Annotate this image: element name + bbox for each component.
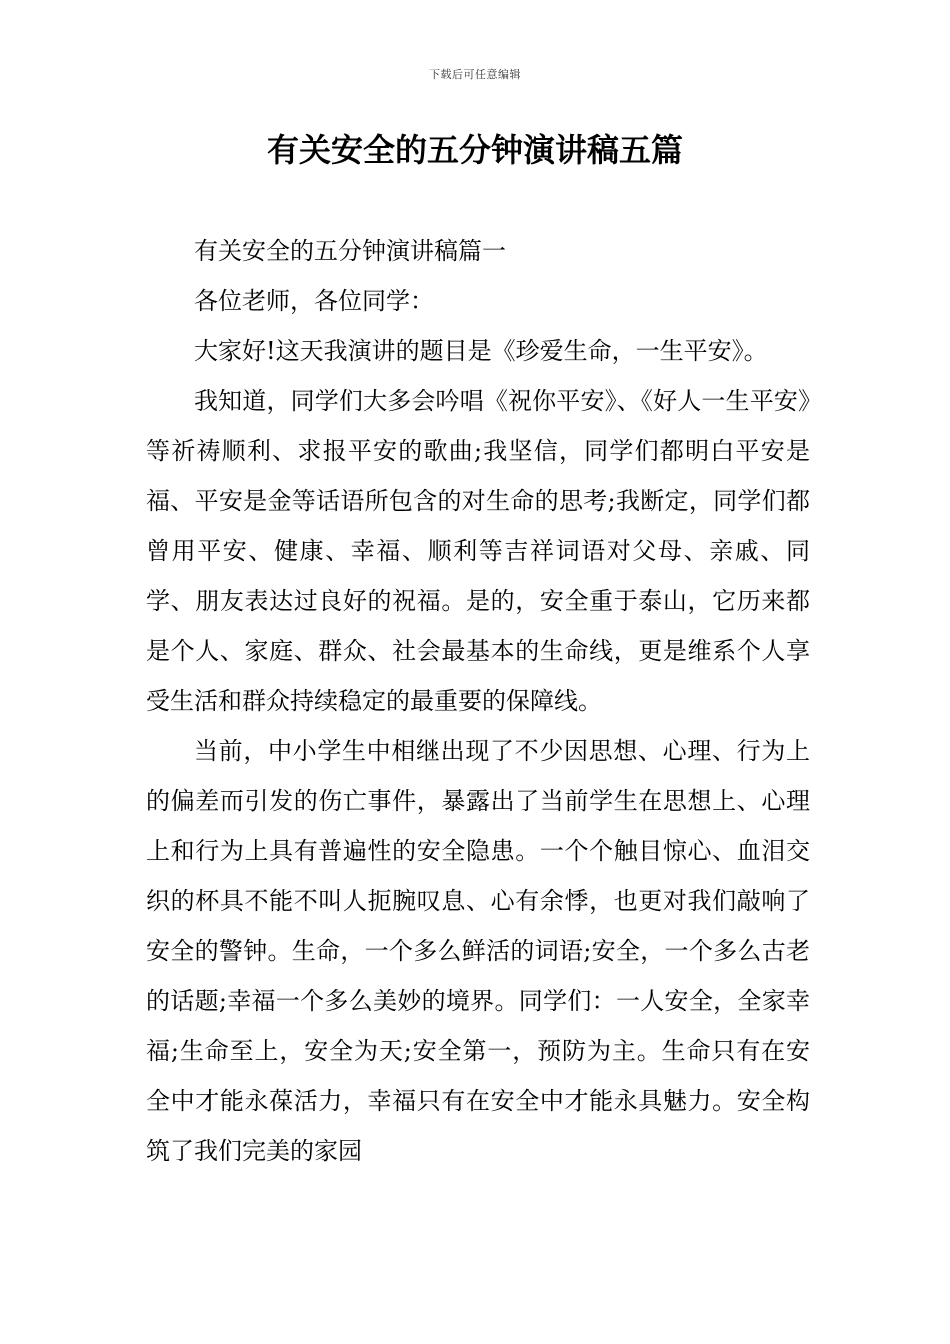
paragraph-greeting: 大家好!这天我演讲的题目是《珍爱生命，一生平安》。 [194,337,768,365]
salutation: 各位老师，各位同学： [194,287,434,315]
header-note: 下载后可任意编辑 [429,68,521,81]
document-body [146,226,810,1176]
paragraph-2: 当前，中小学生中相继出现了不少因思想、心理、行为上的偏差而引发的伤亡事件，暴露出了当前学生在思想上、心理上和行为上具有普遍性的安全隐患。一个个触目惊心、血泪交织的杯具不能不叫人扼腕叹息、心有余悸，也更对我们敲响了安全的警钟。生命，一个多么鲜活的词语;安全，一个多么古老的话题;幸福一个多么美妙的境界。同学们：一人安全，全家幸福;生命至上，安全为天;安全第一，预防为主。生命只有在安全中才能永葆活力，幸福只有在安全中才能永具魅力。安全构筑了我们完美的家园 [146,737,810,1165]
document-title: 有关安全的五分钟演讲稿五篇 [266,131,683,169]
paragraph-1: 我知道，同学们大多会吟唱《祝你平安》、《好人一生平安》等祈祷顺利、求报平安的歌曲;我坚信，同学们都明白平安是福、平安是金等话语所包含的对生命的思考;我断定，同学们都曾用平安、健康、幸福、顺利等吉祥词语对父母、亲戚、同学、朋友表达过良好的祝福。是的，安全重于泰山，它历来都是个人、家庭、群众、社会最基本的生命线，更是维系个人享受生活和群众持续稳定的最重要的保障线。 [146,387,810,715]
section-heading: 有关安全的五分钟演讲稿篇一 [194,237,506,265]
